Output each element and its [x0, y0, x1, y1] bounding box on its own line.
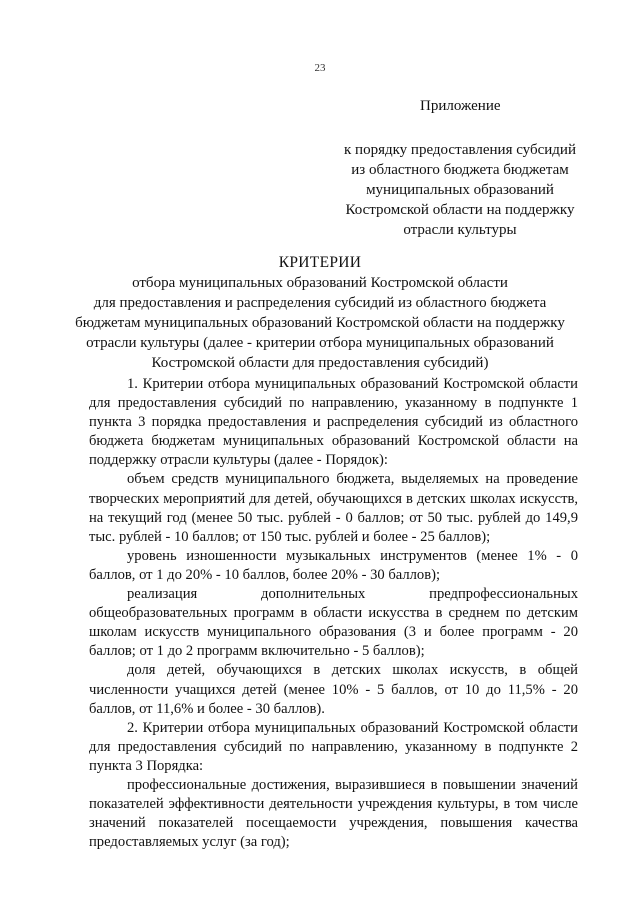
- subtitle-line: для предоставления и распределения субсидий из областного бюджета: [93, 295, 547, 311]
- appendix-reference-line: к порядку предоставления субсидий: [344, 142, 576, 158]
- criterion-preprofessional-programs: реализация дополнительных предпрофессиональных общеобразовательных программ в области искусства в среднем по детским школам искусств муниципального образования (3 и более программ - 20 баллов; от 1 до 2 программ включительно - 5 баллов);: [89, 586, 578, 660]
- appendix-reference-line: из областного бюджета бюджетам: [351, 162, 569, 178]
- page-number: 23: [314, 62, 326, 74]
- appendix-reference-line: отрасли культуры: [403, 222, 517, 238]
- subtitle-line: бюджетам муниципальных образований Костромской области на поддержку: [75, 315, 565, 331]
- criteria-section-2: 2. Критерии отбора муниципальных образований Костромской области для предоставления субсидий по направлению, указанному в подпункте 2 пункта 3 Порядка:: [89, 719, 578, 774]
- subtitle-line: отбора муниципальных образований Костромской области: [132, 275, 508, 291]
- criterion-professional-achievements: профессиональные достижения, выразившиеся в повышении значений показателей эффективности деятельности учреждения культуры, в том числе значений показателей посещаемости учреждения, повышения качества предоставляемых услуг (за год);: [89, 776, 578, 851]
- appendix-reference-line: Костромской области на поддержку: [345, 202, 575, 218]
- criterion-instrument-wear: уровень изношенности музыкальных инструментов (менее 1% - 0 баллов, от 1 до 20% - 10 баллов, более 20% - 30 баллов);: [89, 547, 578, 583]
- criteria-section-1: 1. Критерии отбора муниципальных образований Костромской области для предоставления субсидий по направлению, указанному в подпункте 1 пункта 3 порядка предоставления и распределения субсидий из областного бюджета бюджетам муниципальных образований Костромской области на поддержку отрасли культуры (далее - Порядок):: [89, 376, 578, 469]
- subtitle-line: отрасли культуры (далее - критерии отбора муниципальных образований: [86, 335, 554, 351]
- document-title: КРИТЕРИИ: [278, 254, 362, 271]
- appendix-reference-line: муниципальных образований: [366, 182, 554, 198]
- subtitle-line: Костромской области для предоставления субсидий): [151, 355, 489, 371]
- appendix-label: Приложение: [420, 98, 501, 114]
- criterion-share-of-children: доля детей, обучающихся в детских школах искусств, в общей численности учащихся детей (менее 10% - 5 баллов, от 10 до 11,5% - 20 баллов, от 11,6% и более - 30 баллов).: [89, 662, 578, 717]
- criterion-budget-funds: объем средств муниципального бюджета, выделяемых на проведение творческих мероприятий для детей, обучающихся в детских школах искусств, на текущий год (менее 50 тыс. рублей - 0 баллов; от 50 тыс. рублей до 149,9 тыс. рублей - 10 баллов; от 150 тыс. рублей и более - 25 баллов);: [89, 471, 578, 545]
- document-subtitle: [60, 273, 580, 373]
- appendix-reference: [320, 140, 600, 240]
- document-body: [89, 375, 578, 852]
